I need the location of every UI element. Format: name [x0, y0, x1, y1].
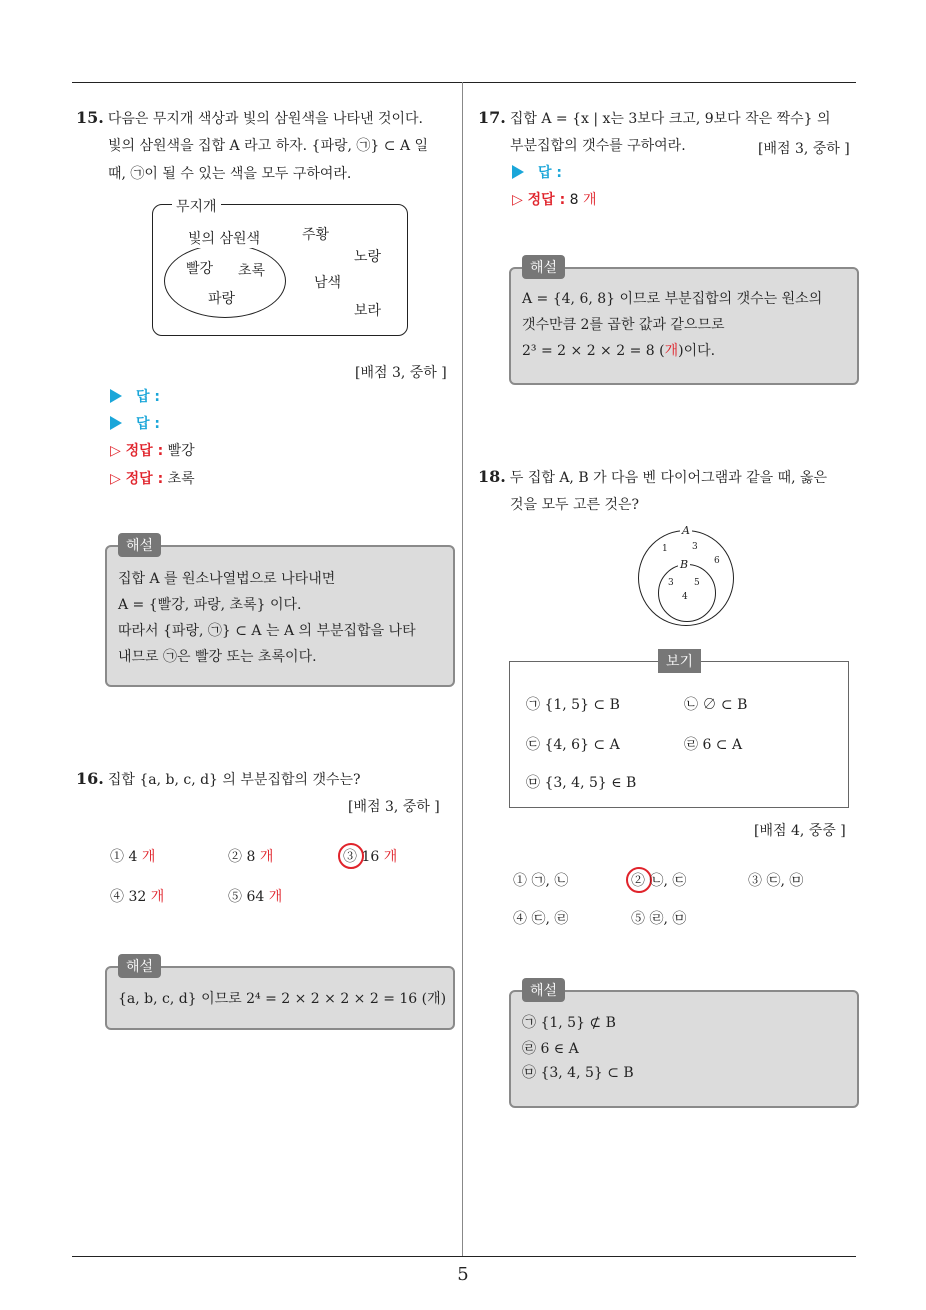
top-rule [72, 82, 856, 83]
q17-explanation-line: A = {4, 6, 8} 이므로 부분집합의 갯수는 원소의 [522, 291, 823, 307]
q15-line1: 15. 다음은 무지개 색상과 빛의 삼원색을 나타낸 것이다. [76, 108, 423, 127]
bogi-item: ㉣ 6 ⊂ A [684, 737, 743, 753]
q18-line1: 18. 두 집합 A, B 가 다음 벤 다이어그램과 같을 때, 옳은 [478, 467, 828, 486]
venn-element: 4 [682, 592, 688, 602]
q15-line2: 빛의 삼원색을 집합 A 라고 하자. {파랑, ㉠} ⊂ A 일 [108, 138, 429, 154]
q17-line2: 부분집합의 갯수를 구하여라. [510, 138, 686, 154]
venn-element: 6 [714, 556, 720, 566]
rainbow-diagram [150, 192, 410, 338]
q17-meta: [배점 3, 중하 ] [758, 141, 850, 157]
q17-number: 17. [478, 108, 506, 127]
q15-explanation-line: 내므로 ㉠은 빨강 또는 초록이다. [118, 649, 317, 665]
q18-explanation-line: ㉤ {3, 4, 5} ⊂ B [522, 1065, 634, 1081]
q15-line3: 때, ㉠이 될 수 있는 색을 모두 구하여라. [108, 166, 352, 182]
diagram-item-indigo: 남색 [314, 275, 342, 291]
venn-diagram [636, 522, 736, 628]
q16-choice-4: ④ 32 개 [110, 889, 165, 905]
diagram-item-violet: 보라 [354, 303, 382, 319]
q17-correct: ▷ 정답 : 8 개 [512, 192, 597, 208]
venn-element: 1 [662, 544, 668, 554]
diagram-item-orange: 주황 [302, 227, 330, 243]
q15-correct-1: ▷ 정답 : 빨강 [110, 443, 195, 459]
play-triangle-icon [512, 165, 524, 179]
q18-choice-5: ⑤ ㉣, ㉤ [631, 911, 687, 927]
q18-choice-2: ② ㉡, ㉢ [631, 873, 687, 889]
q18-explanation-line: ㉣ 6 ∈ A [522, 1041, 579, 1057]
outline-triangle-icon: ▷ [110, 471, 126, 487]
bottom-rule [72, 1256, 856, 1257]
q15-answer-2: 답 : [110, 411, 160, 438]
outline-triangle-icon: ▷ [110, 443, 126, 459]
q18-number: 18. [478, 467, 506, 486]
q15-answer-1: 답 : [110, 384, 160, 411]
q18-choice-3: ③ ㉢, ㉤ [748, 873, 804, 889]
page-number: 5 [457, 1264, 469, 1285]
diagram-item-red: 빨강 [186, 261, 214, 277]
primary-colors-label: 빛의 삼원색 [186, 228, 262, 248]
q15-explanation-line: A = {빨강, 파랑, 초록} 이다. [118, 597, 302, 613]
q15-correct-2: ▷ 정답 : 초록 [110, 471, 195, 487]
rainbow-set-label: 무지개 [172, 196, 221, 216]
q18-choice-4: ④ ㉢, ㉣ [513, 911, 569, 927]
venn-element: 3 [692, 542, 698, 552]
q16-number: 16. [76, 769, 104, 788]
q17-explanation-line: 2³ = 2 × 2 × 2 = 8 (개)이다. [522, 343, 716, 359]
q18-choice-1: ① ㉠, ㉡ [513, 873, 569, 889]
q16-choice-3: ③ 16 개 [343, 849, 398, 865]
q15-explanation-tag: 해설 [118, 533, 161, 557]
diagram-item-blue: 파랑 [208, 291, 236, 307]
outline-triangle-icon: ▷ [512, 192, 528, 208]
diagram-item-yellow: 노랑 [354, 249, 382, 265]
q15-explanation-line: 집합 A 를 원소나열법으로 나타내면 [118, 571, 336, 587]
q16-explanation-line: {a, b, c, d} 이므로 2⁴ = 2 × 2 × 2 × 2 = 16 (개) [118, 991, 447, 1007]
q16-meta: [배점 3, 중하 ] [348, 799, 440, 815]
q18-explanation-line: ㉠ {1, 5} ⊄ B [522, 1015, 616, 1031]
diagram-item-green: 초록 [238, 263, 266, 279]
q17-explanation-line: 갯수만큼 2를 곱한 값과 같으므로 [522, 317, 725, 333]
q17-answer: 답 : [512, 160, 562, 187]
q16-explanation-tag: 해설 [118, 954, 161, 978]
q17-line1: 17. 집합 A = {x | x는 3보다 크고, 9보다 작은 짝수} 의 [478, 108, 831, 127]
bogi-item: ㉤ {3, 4, 5} ∈ B [526, 775, 637, 791]
venn-label-b: B [680, 558, 689, 571]
bogi-tag: 보기 [658, 649, 701, 673]
venn-element: 3 [668, 578, 674, 588]
column-divider [462, 82, 463, 1257]
q16-choice-1: ① 4 개 [110, 849, 156, 865]
q16-choice-5: ⑤ 64 개 [228, 889, 283, 905]
bogi-item: ㉠ {1, 5} ⊂ B [526, 697, 620, 713]
play-triangle-icon [110, 389, 122, 403]
q18-meta: [배점 4, 중중 ] [754, 823, 846, 839]
q15-explanation-line: 따라서 {파랑, ㉠} ⊂ A 는 A 의 부분집합을 나타 [118, 623, 416, 639]
q18-line2: 것을 모두 고른 것은? [510, 497, 640, 513]
q16-choice-2: ② 8 개 [228, 849, 274, 865]
venn-label-a: A [682, 524, 690, 537]
play-triangle-icon [110, 416, 122, 430]
bogi-item: ㉢ {4, 6} ⊂ A [526, 737, 620, 753]
q16-line1: 16. 집합 {a, b, c, d} 의 부분집합의 갯수는? [76, 769, 361, 788]
q15-meta: [배점 3, 중하 ] [355, 365, 447, 381]
q15-number: 15. [76, 108, 104, 127]
q17-explanation-tag: 해설 [522, 255, 565, 279]
q18-explanation-tag: 해설 [522, 978, 565, 1002]
bogi-item: ㉡ ∅ ⊂ B [684, 697, 748, 713]
venn-element: 5 [694, 578, 700, 588]
